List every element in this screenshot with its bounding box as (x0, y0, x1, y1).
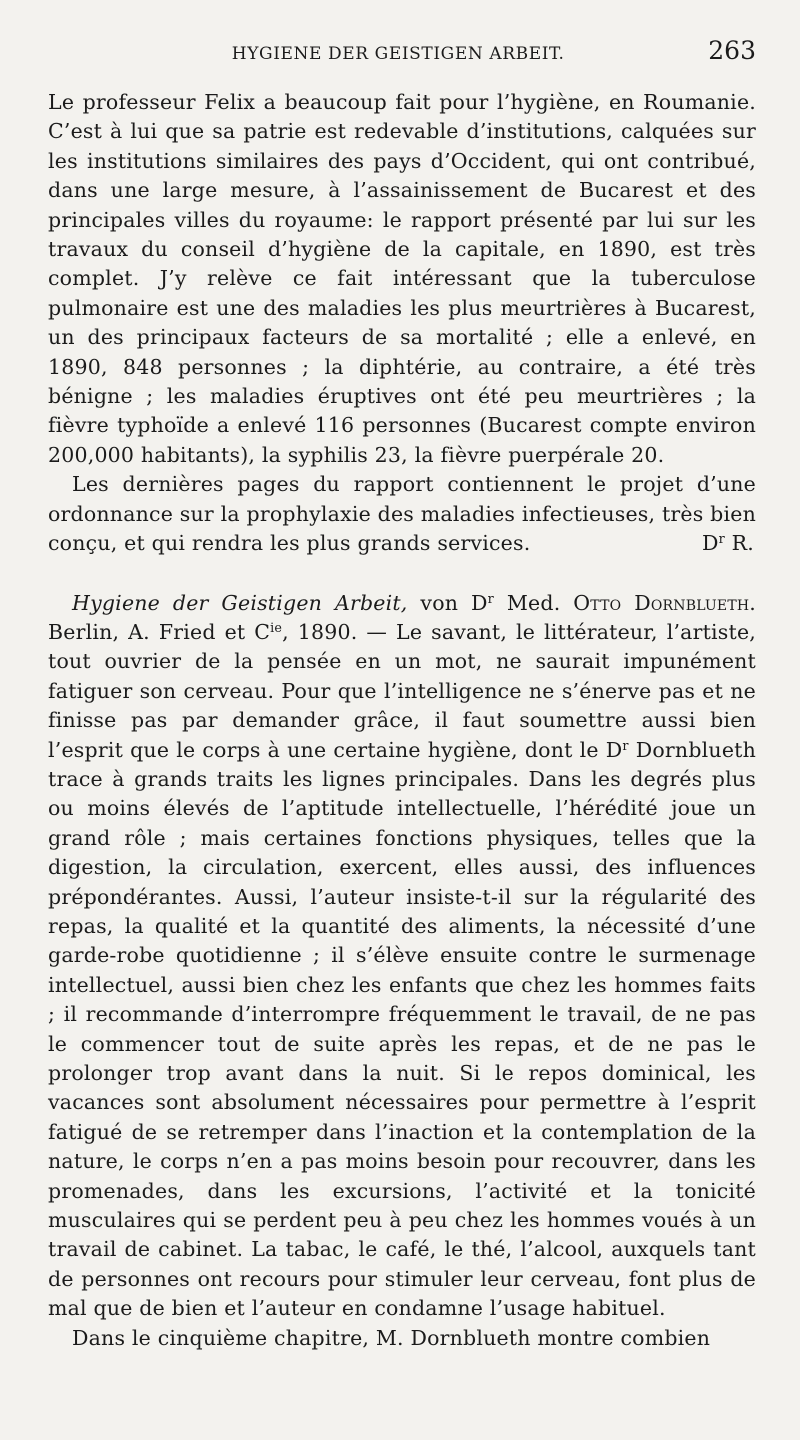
review-text-start: , 1890. — Le savant, le littérateur, l’artiste, tout ouvrier de la pensée en un mot, ne saurait impunément fatiguer son cerveau. Pour que l’intelligence ne s’énerve pas et ne finisse pas par demander grâce, il faut soumettre aussi bien l’esprit que le corps à une certaine hygiène, dont le D (48, 619, 756, 762)
page-header (48, 36, 756, 76)
signature-prefix: D (702, 531, 719, 556)
paragraph-ordinance (48, 470, 756, 558)
review-von: von D (420, 590, 488, 615)
publisher: Berlin, A. Fried et C (48, 619, 271, 644)
running-title: HYGIENE DER GEISTIGEN ARBEIT. (231, 44, 565, 64)
paragraph-review-dornblueth (48, 589, 756, 1324)
paragraph-text: Dans le cinquième chapitre, M. Dornblueth montre combien (72, 1325, 711, 1350)
paragraph-text: Le professeur Felix a beaucoup fait pour l’hygiène, en Roumanie. C’est à lui que sa patrie est redevable d’institutions, calquées sur les institutions similaires des pays d’Occident, qui ont contribué, dans une large mesure, à l’assainissement de Bucarest et des principales villes du royaume: le rapport présenté par lui sur les travaux du conseil d’hygiène de la capitale, en 1890, est très complet. J’y relève ce fait intéressant que la tuberculose pulmonaire est une des maladies les plus meurtrières à Bucarest, un des principaux facteurs de sa mortalité ; elle a enlevé, en 1890, 848 personnes ; la diphtérie, au contraire, a été très bénigne ; les maladies éruptives ont été peu meurtrières ; la fièvre typhoïde a enlevé 116 personnes (Bucarest compte environ 200,000 habitants), la syphilis 23, la fièvre puerpérale 20. (48, 90, 756, 467)
signature-superscript: r (718, 531, 725, 547)
dr-superscript-2: r (622, 737, 629, 753)
paragraph-text: Les dernières pages du rapport contiennent le projet d’une ordonnance sur la prophylaxie des maladies infectieuses, très bien conçu, et qui rendra les plus grands services. (48, 472, 756, 556)
dr-superscript: r (487, 590, 494, 606)
signature (678, 529, 754, 558)
page-number: 263 (708, 36, 756, 65)
cie-superscript: ie (270, 619, 283, 635)
signature-initial: R. (731, 531, 754, 556)
review-text-body: Dornblueth trace à grands traits les lignes principales. Dans les degrés plus ou moins élevés de l’aptitude intellectuelle, l’hérédité joue un grand rôle ; mais certaines fonctions physiques, telles que la digestion, la circulation, exercent, elles aussi, des influences prépondérantes. Aussi, l’auteur insiste-t-il sur la régularité des repas, la qualité et la quantité des aliments, la nécessité d’une garde-robe quotidienne ; il s’élève ensuite contre le surmenage intellectuel, aussi bien chez les enfants que chez les hommes faits ; il recommande d’interrompre fréquemment le travail, de ne pas le commencer tout de suite après les repas, et de ne pas le prolonger trop avant dans la nuit. Si le repos dominical, les vacances sont absolument nécessaires pour permettre à l’esprit fatigué de se retremper dans l’inaction et la contemplation de la nature, le corps n’en a pas moins besoin pour recouvrer, dans les promenades, dans les excursions, l’activité et la tonicité musculaires qui se perdent peu à peu chez les hommes voués à un travail de cabinet. La tabac, le café, le thé, l’alcool, auxquels tant de personnes ont recours pour stimuler leur cerveau, font plus de mal que de bien et l’auteur en condamne l’usage habituel. (48, 737, 756, 1321)
book-title: Hygiene der Geistigen Arbeit, (72, 590, 408, 615)
paragraph-felix-report (48, 88, 756, 470)
review-med: Med. (506, 590, 561, 615)
paragraph-fifth-chapter (48, 1324, 756, 1353)
author-name: Otto Dornblueth. (573, 590, 757, 615)
